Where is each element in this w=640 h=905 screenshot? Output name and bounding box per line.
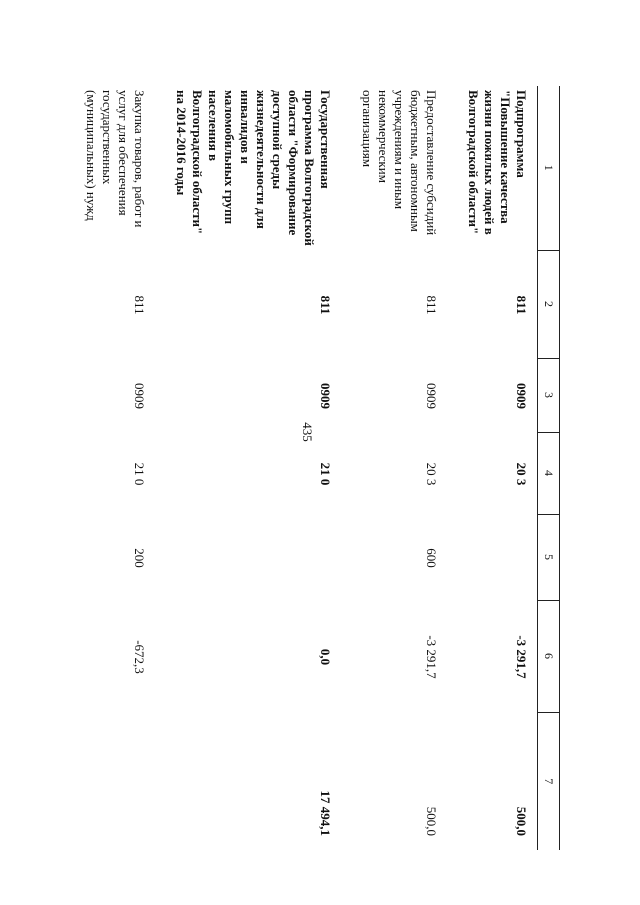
page-number: 435 — [300, 422, 315, 442]
header-col-2: 2 — [538, 250, 561, 358]
row-change: 0,0 — [318, 648, 333, 666]
row-type — [155, 514, 341, 600]
row-change: -3 291,7 — [424, 635, 439, 679]
row-amount: 500,0 — [424, 806, 439, 836]
row-code: 811 — [318, 295, 333, 315]
row-section: 0909 — [318, 383, 333, 409]
row-amount — [65, 712, 155, 850]
table-row — [341, 86, 447, 850]
row-name: Государственная программа Волгоградской области "Формирование доступной среды жизнедеятельности для инвалидов и маломобильных групп населения в Волгоградской области" на 2014-2016 годы — [174, 90, 333, 246]
row-target: 20 3 — [424, 462, 439, 486]
row-type — [447, 514, 538, 600]
row-code: 811 — [132, 295, 147, 315]
row-amount: 17 494,1 — [318, 790, 333, 836]
row-name: Подпрограмма "Повышение качества жизни пожилых людей в Волгоградской области" — [466, 90, 529, 235]
header-col-3: 3 — [538, 358, 561, 432]
row-type: 600 — [424, 548, 439, 568]
header-col-1: 1 — [538, 86, 561, 250]
table-row — [155, 86, 341, 850]
row-target: 21 0 — [318, 462, 333, 486]
row-change: -3 291,7 — [514, 635, 529, 679]
row-target: 21 0 — [132, 462, 147, 486]
row-name: Закупка товаров, работ и услуг для обеспечения государственных (муниципальных) нужд — [84, 90, 147, 228]
row-section: 0909 — [514, 383, 529, 409]
budget-table — [65, 86, 560, 850]
row-target: 20 3 — [514, 462, 529, 486]
header-row — [538, 86, 561, 850]
header-col-5: 5 — [538, 514, 561, 600]
row-change: -672,3 — [132, 640, 147, 674]
table-row — [65, 86, 155, 850]
row-section: 0909 — [424, 383, 439, 409]
row-section: 0909 — [132, 383, 147, 409]
header-col-4: 4 — [538, 432, 561, 514]
row-type: 200 — [132, 548, 147, 568]
header-col-6: 6 — [538, 600, 561, 712]
table-row — [447, 86, 538, 850]
header-col-7: 7 — [538, 712, 561, 850]
row-code: 811 — [424, 295, 439, 315]
row-amount: 500,0 — [514, 806, 529, 836]
row-name: Предоставление субсидий бюджетным, автономным учреждениям и иным некоммерческим организациям — [360, 90, 439, 236]
row-code: 811 — [514, 295, 529, 315]
